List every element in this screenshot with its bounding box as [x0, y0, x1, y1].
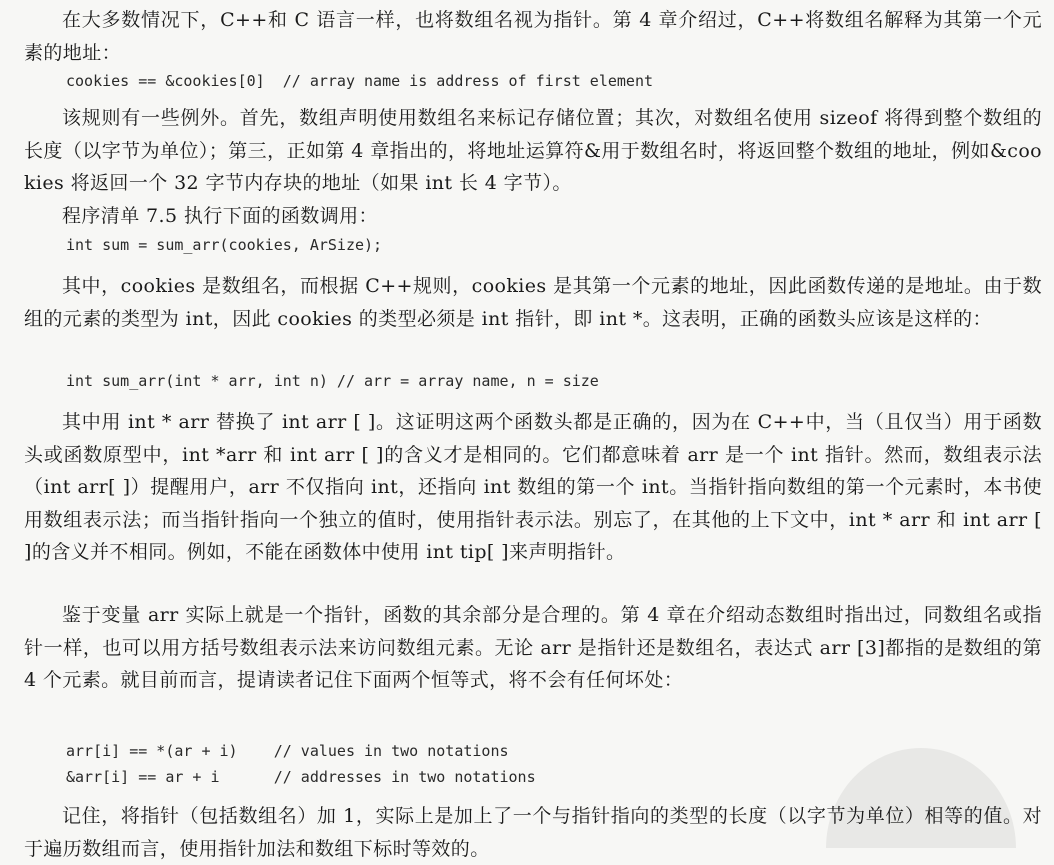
paragraph-cookies-is-address: 其中，cookies 是数组名，而根据 C++规则，cookies 是其第一个元素的地址，因此函数传递的是地址。由于数组的元素的类型为 int，因此 cookies 的类型必须是 int 指针，即 int *。这表明，正确的函数头应该是这样的：	[24, 275, 1042, 330]
paragraph-array-name-as-pointer: 在大多数情况下，C++和 C 语言一样，也将数组名视为指针。第 4 章介绍过，C++将数组名解释为其第一个元素的地址：	[24, 9, 1042, 64]
code-line-cookies-address: cookies == &cookies[0] // array name is address of first element	[66, 72, 653, 90]
paragraph-listing-7-5: 程序清单 7.5 执行下面的函数调用：	[62, 205, 378, 227]
code-line-addresses-identity: &arr[i] == ar + i // addresses in two notations	[66, 768, 536, 786]
paragraph-exceptions: 该规则有一些例外。首先，数组声明使用数组名来标记存储位置；其次，对数组名使用 sizeof 将得到整个数组的长度（以字节为单位）；第三，正如第 4 章指出的，将地址运算符&用于数组名时，将返回整个数组的地址，例如&cookies 将返回一个 32 字节内存块的地址（如果 int 长 4 字节）。	[24, 107, 1042, 194]
code-line-sum-call: int sum = sum_arr(cookies, ArSize);	[66, 236, 383, 254]
code-line-function-header: int sum_arr(int * arr, int n) // arr = array name, n = size	[66, 372, 599, 390]
paragraph-pointer-arithmetic: 记住，将指针（包括数组名）加 1，实际上是加上了一个与指针指向的类型的长度（以字节为单位）相等的值。对于遍历数组而言，使用指针加法和数组下标时等效的。	[24, 805, 1042, 860]
code-line-values-identity: arr[i] == *(ar + i) // values in two notations	[66, 742, 509, 760]
paragraph-arr-is-pointer: 鉴于变量 arr 实际上就是一个指针，函数的其余部分是合理的。第 4 章在介绍动态数组时指出过，同数组名或指针一样，也可以用方括号数组表示法来访问数组元素。无论 arr 是指针还是数组名，表达式 arr [3]都指的是数组的第 4 个元素。就目前而言，提请读者记住下面两个恒等式，将不会有任何坏处：	[24, 604, 1042, 691]
watermark-shape	[826, 748, 1016, 848]
paragraph-pointer-vs-array-notation: 其中用 int * arr 替换了 int arr [ ]。这证明这两个函数头都是正确的，因为在 C++中，当（且仅当）用于函数头或函数原型中，int *arr 和 int arr [ ]的含义才是相同的。它们都意味着 arr 是一个 int 指针。然而，数组表示法（int arr[ ]）提醒用户，arr 不仅指向 int，还指向 int 数组的第一个 int。当指针指向数组的第一个元素时，本书使用数组表示法；而当指针指向一个独立的值时，使用指针表示法。别忘了，在其他的上下文中，int * arr 和 int arr [ ]的含义并不相同。例如，不能在函数体中使用 int tip[ ]来声明指针。	[24, 411, 1042, 563]
